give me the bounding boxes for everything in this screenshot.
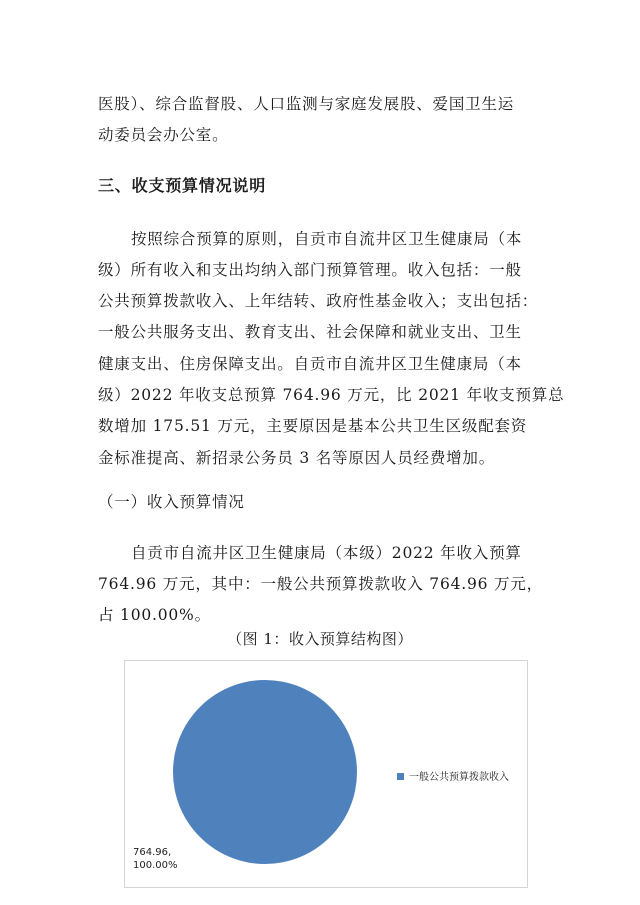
paragraph-line: 动委员会办公室。: [98, 126, 229, 144]
paragraph-line: 自贡市自流井区卫生健康局（本级）2022 年收入预算: [131, 544, 522, 562]
legend-entry: 一般公共预算拨款收入: [409, 772, 509, 783]
section-heading: 三、收支预算情况说明: [98, 176, 267, 195]
paragraph-line: 公共预算拨款收入、上年结转、政府性基金收入；支出包括：: [98, 292, 539, 310]
pie-slice: [173, 680, 357, 864]
pie-chart: [125, 661, 527, 887]
pie-data-label-value: 764.96,: [133, 847, 172, 858]
paragraph-line: 级）所有收入和支出均纳入部门预算管理。收入包括：一般: [98, 261, 522, 279]
paragraph-line: 医股）、综合监督股、人口监测与家庭发展股、爱国卫生运: [98, 95, 515, 113]
paragraph-line: 按照综合预算的原则，自贡市自流井区卫生健康局（本: [131, 230, 523, 248]
paragraph-line: 一般公共服务支出、教育支出、社会保障和就业支出、卫生: [98, 323, 522, 341]
legend-swatch: [397, 773, 404, 780]
paragraph-line: 占 100.00%。: [98, 606, 211, 624]
pie-chart-frame: [124, 660, 528, 888]
figure-caption: （图 1：收入预算结构图）: [227, 630, 413, 648]
paragraph-line: 数增加 175.51 万元，主要原因是基本公共卫生区级配套资: [98, 417, 528, 435]
paragraph-line: 金标准提高、新招录公务员 3 名等原因人员经费增加。: [98, 449, 496, 467]
pie-data-label-percent: 100.00%: [133, 860, 178, 871]
subsection-heading: （一）收入预算情况: [98, 493, 245, 511]
paragraph-line: 健康支出、住房保障支出。自贡市自流井区卫生健康局（本: [98, 355, 522, 373]
paragraph-line: 级）2022 年收支总预算 764.96 万元，比 2021 年收支预算总: [98, 386, 565, 404]
paragraph-line: 764.96 万元，其中：一般公共预算拨款收入 764.96 万元，: [98, 575, 543, 593]
